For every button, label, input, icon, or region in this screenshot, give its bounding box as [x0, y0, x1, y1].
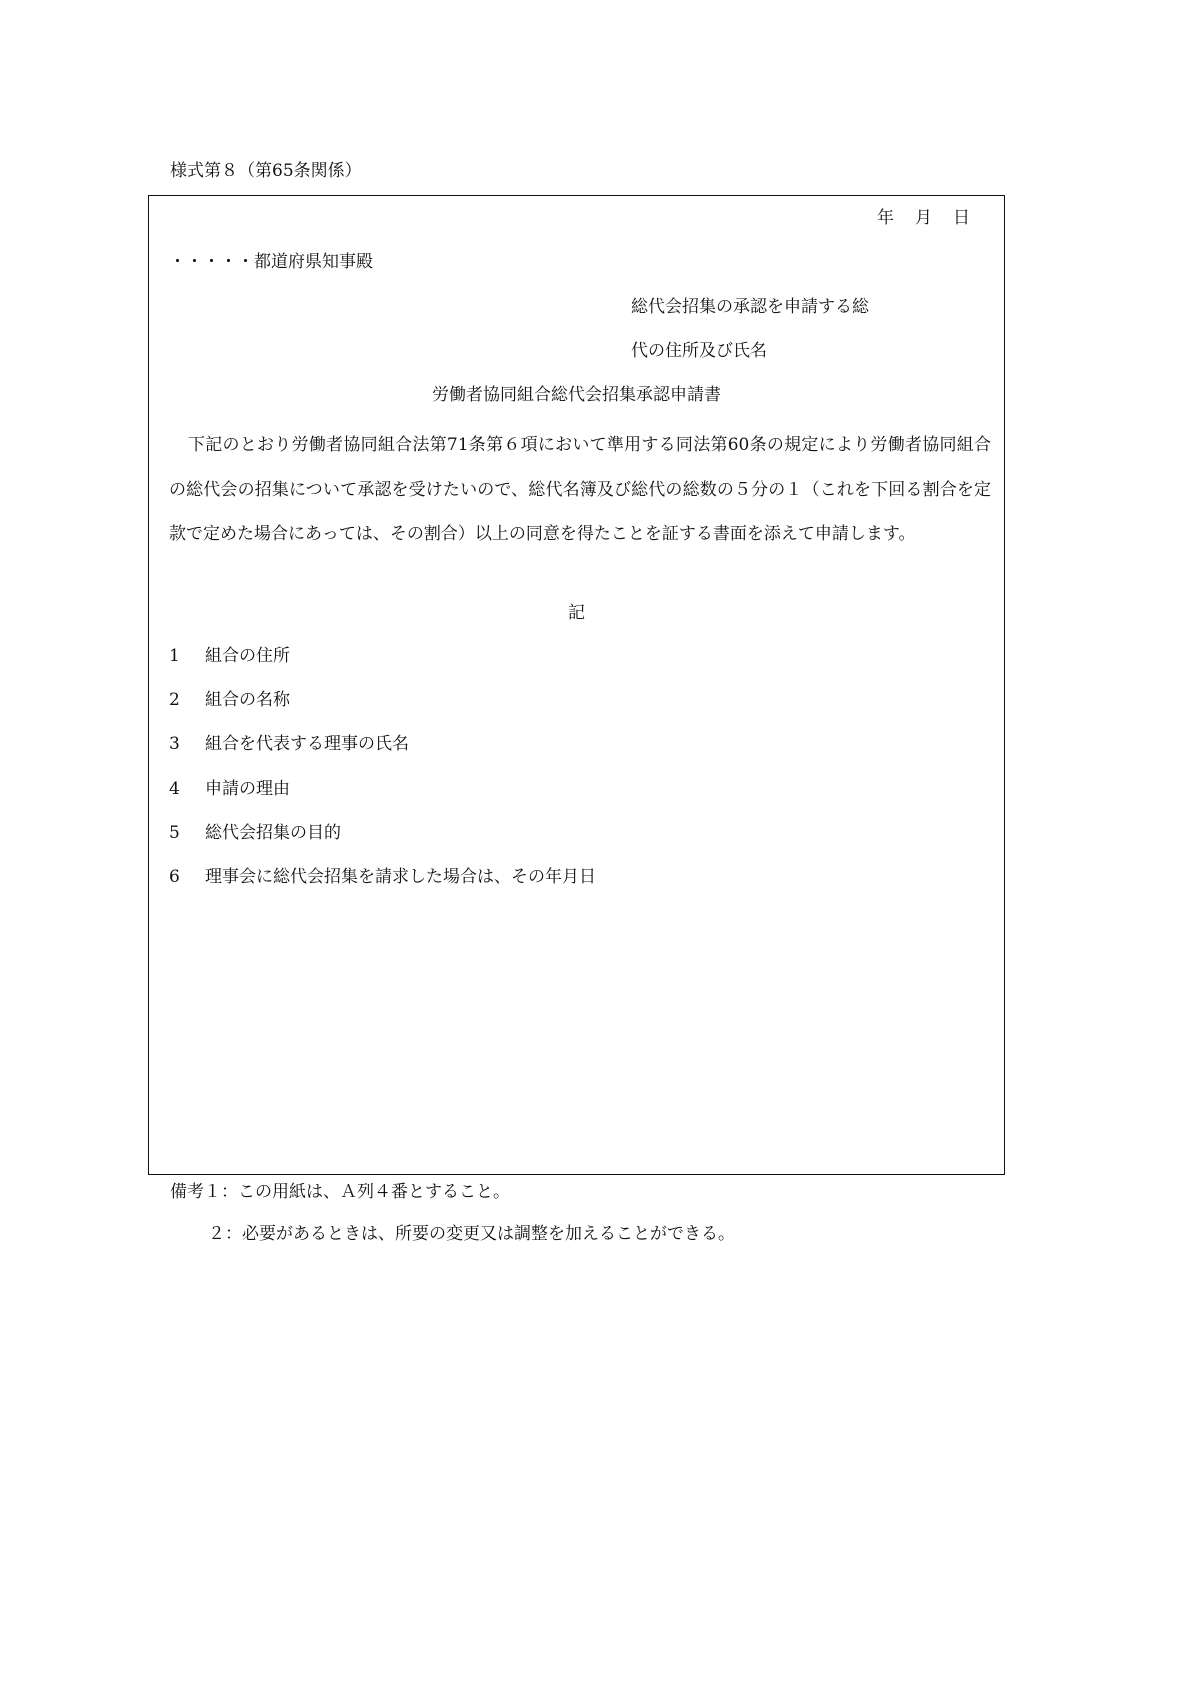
item-number: 1	[169, 646, 180, 666]
note-2: ２：必要があるときは、所要の変更又は調整を加えることができる。	[208, 1224, 735, 1244]
date-line: 年 月 日	[877, 208, 972, 228]
form-frame	[148, 195, 1005, 1175]
item-label: 理事会に総代会招集を請求した場合は、その年月日	[205, 866, 596, 887]
item-number: 5	[169, 822, 180, 843]
body-paragraph: 下記のとおり労働者協同組合法第71条第６項において準用する同法第60条の規定により労働者協同組合の総代会の招集について承認を受けたいので、総代名簿及び総代の総数の５分の１（これを下回る割合を定款で定めた場合にあっては、その割合）以上の同意を得たことを証する書面を添えて申請します。	[169, 435, 991, 544]
ki-heading: 記	[568, 603, 585, 623]
form-code: 様式第８（第65条関係）	[170, 161, 362, 181]
list-item	[169, 865, 596, 909]
item-list	[169, 644, 596, 909]
item-number: 4	[169, 778, 180, 799]
item-number: 2	[169, 690, 180, 711]
item-number: 3	[169, 734, 180, 755]
notes	[170, 1180, 735, 1264]
applicant-line-1: 総代会招集の承認を申請する総	[631, 297, 869, 317]
list-item	[169, 732, 596, 776]
item-label: 組合の名称	[205, 690, 290, 711]
item-label: 総代会招集の目的	[205, 822, 341, 843]
list-item	[169, 688, 596, 732]
item-label: 組合を代表する理事の氏名	[205, 734, 409, 755]
list-item	[169, 777, 596, 821]
applicant-line-2: 代の住所及び氏名	[631, 341, 767, 361]
item-label: 申請の理由	[205, 778, 290, 799]
item-label: 組合の住所	[205, 646, 290, 666]
addressee: ・・・・・都道府県知事殿	[169, 252, 373, 272]
list-item	[169, 644, 596, 688]
document-title: 労働者協同組合総代会招集承認申請書	[432, 385, 721, 405]
list-item	[169, 821, 596, 865]
note-1: 備考１：この用紙は、Ａ列４番とすること。	[170, 1182, 510, 1202]
item-number: 6	[169, 866, 180, 887]
